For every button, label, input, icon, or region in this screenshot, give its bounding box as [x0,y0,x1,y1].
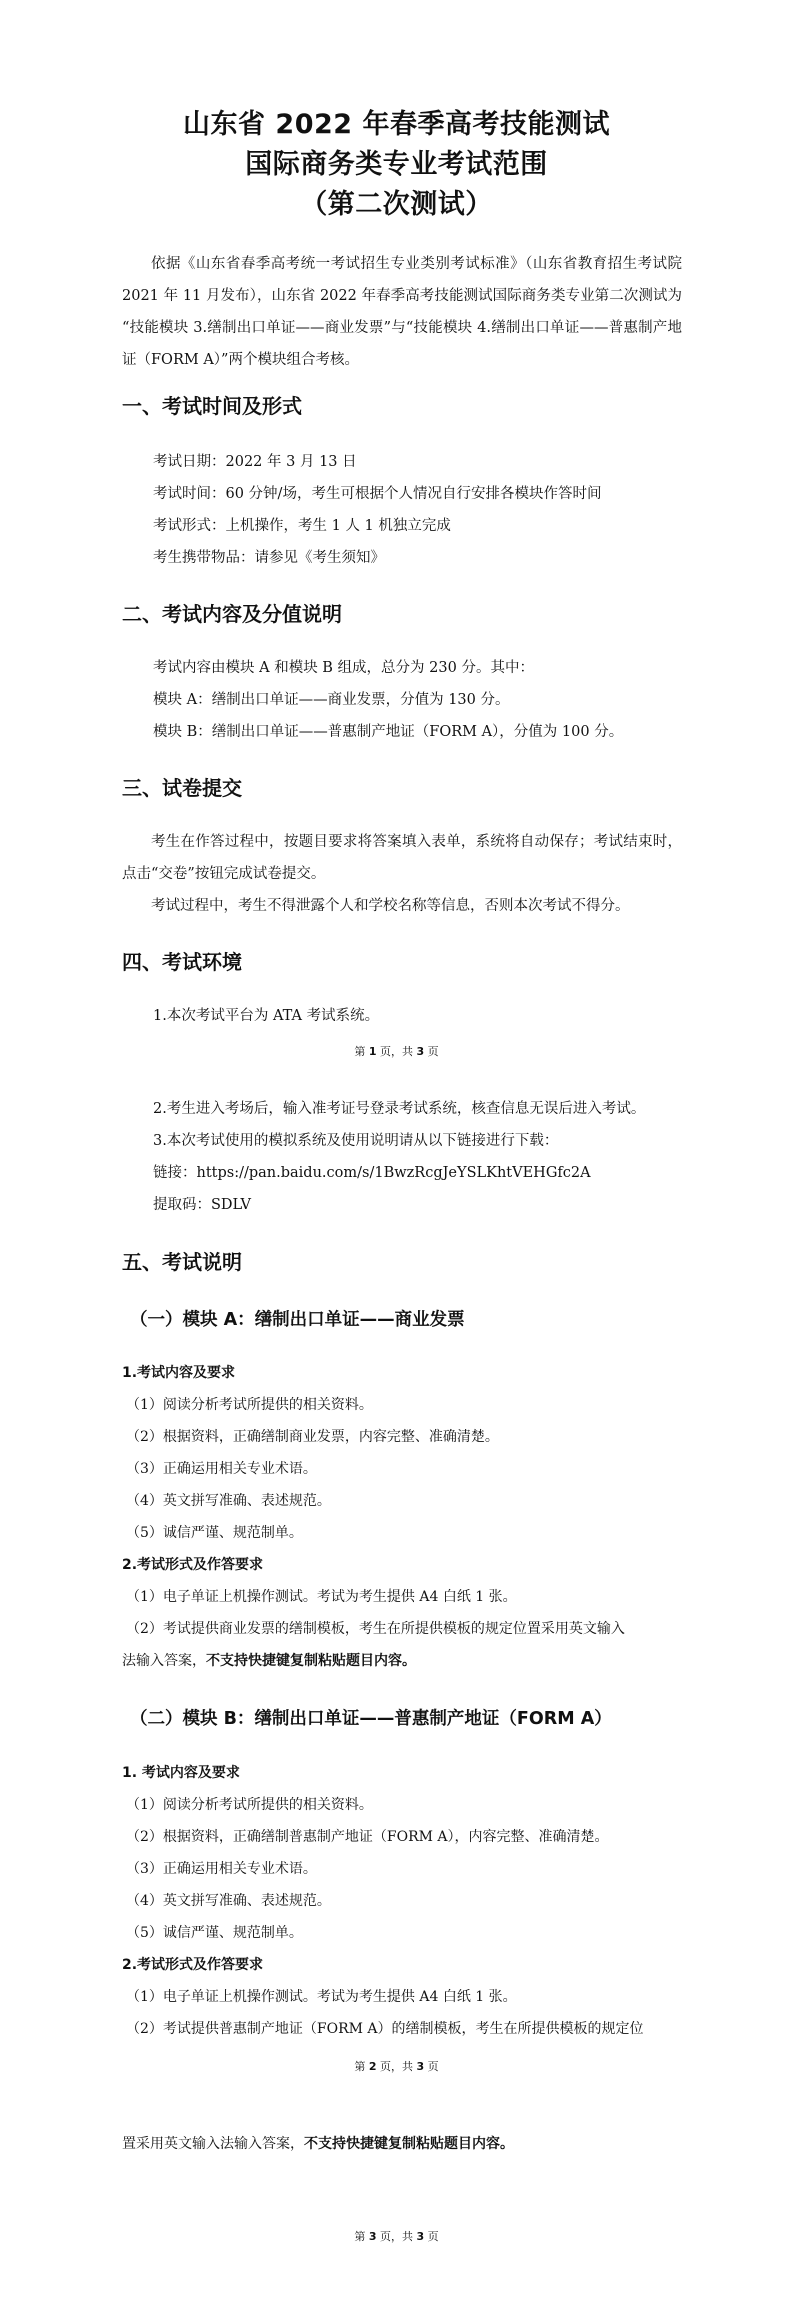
section3-heading: 三、试卷提交 [122,776,242,800]
module-a-item-1: （1）阅读分析考试所提供的相关资料。 [126,1397,373,1413]
page-footer-2: 第 2 页，共 3 页 [354,2060,439,2073]
module-b-item-5: （5）诚信严谨、规范制单。 [126,1925,303,1941]
module-a-form-item-2a: （2）考试提供商业发票的缮制模板，考生在所提供模板的规定位置采用英文输入 [126,1621,625,1637]
module-b-form-item-2b: 置采用英文输入法输入答案，不支持快捷键复制粘贴题目内容。 [122,2136,514,2152]
module-a-score-line: 模块 A：缮制出口单证——商业发票，分值为 130 分。 [153,692,510,708]
module-a-item-3: （3）正确运用相关专业术语。 [126,1461,317,1477]
module-b-item-3: （3）正确运用相关专业术语。 [126,1861,317,1877]
download-link[interactable]: 链接：https://pan.baidu.com/s/1BwzRcgJeYSLKhtVEHGfc2A [153,1165,591,1181]
exam-date-line: 考试日期：2022 年 3 月 13 日 [153,454,357,470]
module-a-sub1-label: 1.考试内容及要求 [122,1365,236,1381]
document-title-line1: 山东省 2022 年春季高考技能测试 [183,109,610,140]
module-b-sub1-label: 1. 考试内容及要求 [122,1765,240,1781]
section2-heading: 二、考试内容及分值说明 [122,602,342,626]
module-b-item-4: （4）英文拼写准确、表述规范。 [126,1893,331,1909]
exam-time-line: 考试时间：60 分钟/场，考生可根据个人情况自行安排各模块作答时间 [153,486,602,502]
module-a-form-item-2b: 法输入答案，不支持快捷键复制粘贴题目内容。 [122,1653,416,1669]
page-footer-1: 第 1 页，共 3 页 [354,1045,439,1058]
section1-heading: 一、考试时间及形式 [122,394,302,418]
no-copy-paste-notice-b: 不支持快捷键复制粘贴题目内容。 [304,2136,514,2152]
module-a-sub2-label: 2.考试形式及作答要求 [122,1557,264,1573]
privacy-paragraph: 考试过程中，考生不得泄露个人和学校名称等信息，否则本次考试不得分。 [151,898,630,914]
document-title-line2: 国际商务类专业考试范围 [245,149,548,180]
page-footer-3: 第 3 页，共 3 页 [354,2230,439,2243]
login-line: 2.考生进入考场后，输入准考证号登录考试系统，核查信息无误后进入考试。 [153,1101,646,1117]
module-a-item-2: （2）根据资料，正确缮制商业发票，内容完整、准确清楚。 [126,1429,499,1445]
module-b-form-item-1: （1）电子单证上机操作测试。考试为考生提供 A4 白纸 1 张。 [126,1989,517,2005]
intro-paragraph: 依据《山东省春季高考统一考试招生专业类别考试标准》（山东省教育招生考试院 2021 年 11 月发布），山东省 2022 年春季高考技能测试国际商务类专业第二次测试为 “技能模块 3.缮制出口单证——商业发票”与“技能模块 4.缮制出口单证——普惠制产地证（FORM A）”两个模块组合考核。 [122,256,682,368]
section4-heading: 四、考试环境 [122,950,242,974]
module-b-score-line: 模块 B：缮制出口单证——普惠制产地证（FORM A），分值为 100 分。 [153,724,624,740]
section5-heading: 五、考试说明 [122,1250,242,1274]
platform-line: 1.本次考试平台为 ATA 考试系统。 [153,1008,380,1024]
module-a-heading: （一）模块 A：缮制出口单证——商业发票 [130,1310,465,1330]
download-line: 3.本次考试使用的模拟系统及使用说明请从以下链接进行下载： [153,1133,559,1149]
extraction-code-line: 提取码：SDLV [153,1197,251,1213]
module-a-item-5: （5）诚信严谨、规范制单。 [126,1525,303,1541]
module-b-sub2-label: 2.考试形式及作答要求 [122,1957,264,1973]
module-a-item-4: （4）英文拼写准确、表述规范。 [126,1493,331,1509]
exam-format-line: 考试形式：上机操作，考生 1 人 1 机独立完成 [153,518,451,534]
module-b-item-2: （2）根据资料，正确缮制普惠制产地证（FORM A），内容完整、准确清楚。 [126,1829,609,1845]
no-copy-paste-notice: 不支持快捷键复制粘贴题目内容。 [206,1653,416,1669]
submission-paragraph: 考生在作答过程中，按题目要求将答案填入表单，系统将自动保存；考试结束时，点击“交卷”按钮完成试卷提交。 [122,834,682,882]
document-title-line3: （第二次测试） [300,189,493,220]
module-b-item-1: （1）阅读分析考试所提供的相关资料。 [126,1797,373,1813]
exam-items-line: 考生携带物品：请参见《考生须知》 [153,550,385,566]
module-a-form-item-1: （1）电子单证上机操作测试。考试为考生提供 A4 白纸 1 张。 [126,1589,517,1605]
module-b-form-item-2a: （2）考试提供普惠制产地证（FORM A）的缮制模板，考生在所提供模板的规定位 [126,2021,644,2037]
content-total-line: 考试内容由模块 A 和模块 B 组成，总分为 230 分。其中： [153,660,534,676]
module-b-heading: （二）模块 B：缮制出口单证——普惠制产地证（FORM A） [130,1709,612,1729]
